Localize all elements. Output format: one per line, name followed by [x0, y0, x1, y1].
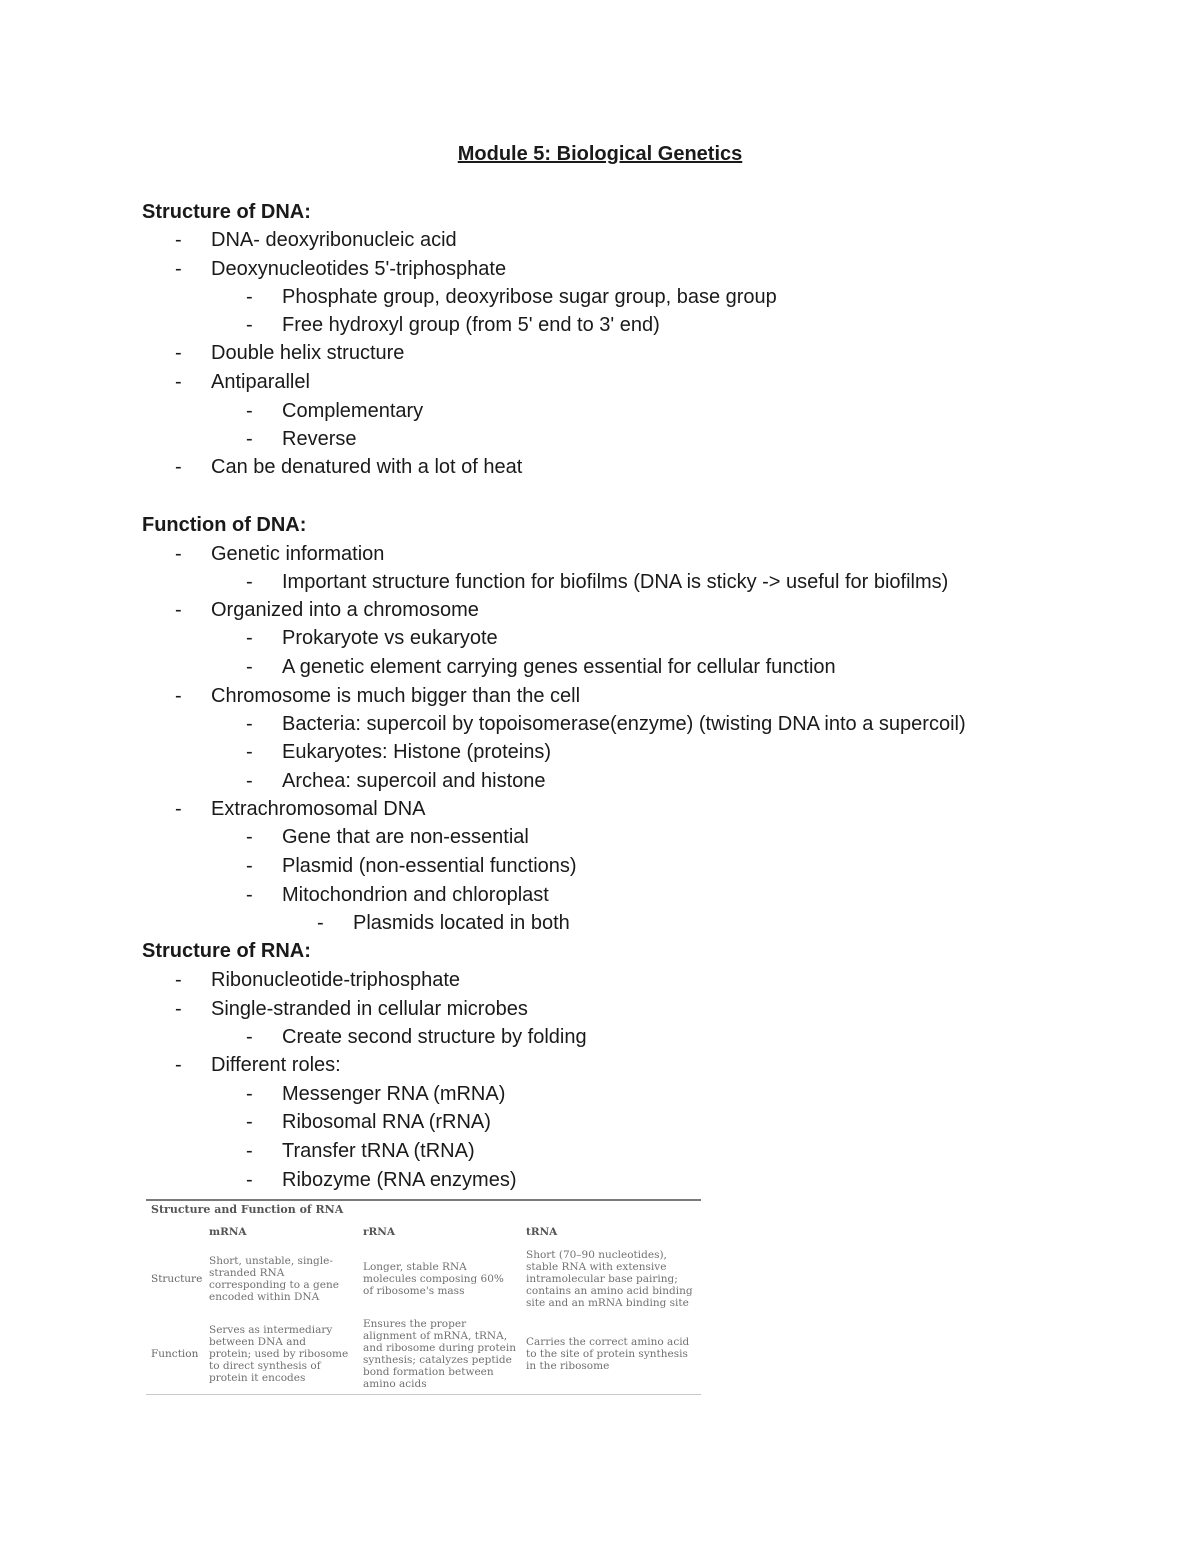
list-item: - Gene that are non-essential	[246, 826, 529, 848]
section-heading-structure-dna: Structure of DNA:	[142, 201, 311, 223]
list-item: - Plasmid (non-essential functions)	[246, 855, 577, 877]
list-item: - A genetic element carrying genes essential for cellular function	[246, 656, 836, 678]
list-item: - Ribosomal RNA (rRNA)	[246, 1111, 491, 1133]
table-cell-structure-rrna: Longer, stable RNA molecules composing 60% of ribosome's mass	[363, 1261, 504, 1297]
list-item: - Antiparallel	[175, 371, 310, 393]
list-item: - Prokaryote vs eukaryote	[246, 627, 498, 649]
table-cell-function-rrna: Ensures the proper alignment of mRNA, tRNA, and ribosome during protein synthesis; catalyzes peptide bond formation between amino acids	[363, 1318, 517, 1390]
section-heading-function-dna: Function of DNA:	[142, 514, 307, 536]
rna-structure-function-table	[146, 1199, 701, 1395]
section-heading-structure-rna: Structure of RNA:	[142, 940, 311, 962]
column-header-trna: tRNA	[526, 1226, 558, 1238]
list-item: - Reverse	[246, 428, 357, 450]
list-item: - Ribozyme (RNA enzymes)	[246, 1169, 517, 1191]
list-item: - Extrachromosomal DNA	[175, 798, 426, 820]
page-title: Module 5: Biological Genetics	[457, 143, 743, 165]
list-item: - Genetic information	[175, 543, 385, 565]
column-header-rrna: rRNA	[363, 1226, 396, 1238]
list-item: - Eukaryotes: Histone (proteins)	[246, 741, 552, 763]
list-item: - Different roles:	[175, 1054, 341, 1076]
column-header-mrna: mRNA	[209, 1226, 247, 1238]
list-item: - Transfer tRNA (tRNA)	[246, 1140, 475, 1162]
list-item: - Complementary	[246, 400, 424, 422]
list-item: - Single-stranded in cellular microbes	[175, 998, 528, 1020]
list-item: - Mitochondrion and chloroplast	[246, 884, 549, 906]
list-item: - Double helix structure	[175, 342, 405, 364]
list-item: - Ribonucleotide-triphosphate	[175, 969, 461, 991]
list-item: - Bacteria: supercoil by topoisomerase(enzyme) (twisting DNA into a supercoil)	[246, 713, 966, 735]
list-item: - Create second structure by folding	[246, 1026, 587, 1048]
row-header-structure: Structure	[151, 1273, 203, 1285]
list-item: - Phosphate group, deoxyribose sugar group, base group	[246, 286, 777, 308]
table-caption: Structure and Function of RNA	[151, 1203, 344, 1216]
table-cell-structure-trna: Short (70–90 nucleotides), stable RNA with extensive intramolecular base pairing; contains an amino acid binding site and an mRNA binding site	[526, 1249, 693, 1309]
list-item: - Chromosome is much bigger than the cell	[175, 685, 581, 707]
list-item: - Messenger RNA (mRNA)	[246, 1083, 506, 1105]
row-header-function: Function	[151, 1348, 199, 1360]
list-item: - Organized into a chromosome	[175, 599, 479, 621]
table-cell-function-trna: Carries the correct amino acid to the site of protein synthesis in the ribosome	[526, 1336, 690, 1372]
table-bottom-rule	[146, 1394, 701, 1395]
list-item: - Deoxynucleotides 5'-triphosphate	[175, 258, 507, 280]
list-item: - Important structure function for biofilms (DNA is sticky -> useful for biofilms)	[246, 571, 949, 593]
table-top-rule	[146, 1199, 701, 1201]
list-item: - Free hydroxyl group (from 5' end to 3' end)	[246, 314, 660, 336]
table-cell-structure-mrna: Short, unstable, single-stranded RNA corresponding to a gene encoded within DNA	[209, 1255, 339, 1303]
list-item: - DNA- deoxyribonucleic acid	[175, 229, 457, 251]
list-item: - Archea: supercoil and histone	[246, 770, 546, 792]
list-item: - Plasmids located in both	[317, 912, 570, 934]
table-cell-function-mrna: Serves as intermediary between DNA and protein; used by ribosome to direct synthesis of protein it encodes	[209, 1324, 349, 1384]
list-item: - Can be denatured with a lot of heat	[175, 456, 523, 478]
